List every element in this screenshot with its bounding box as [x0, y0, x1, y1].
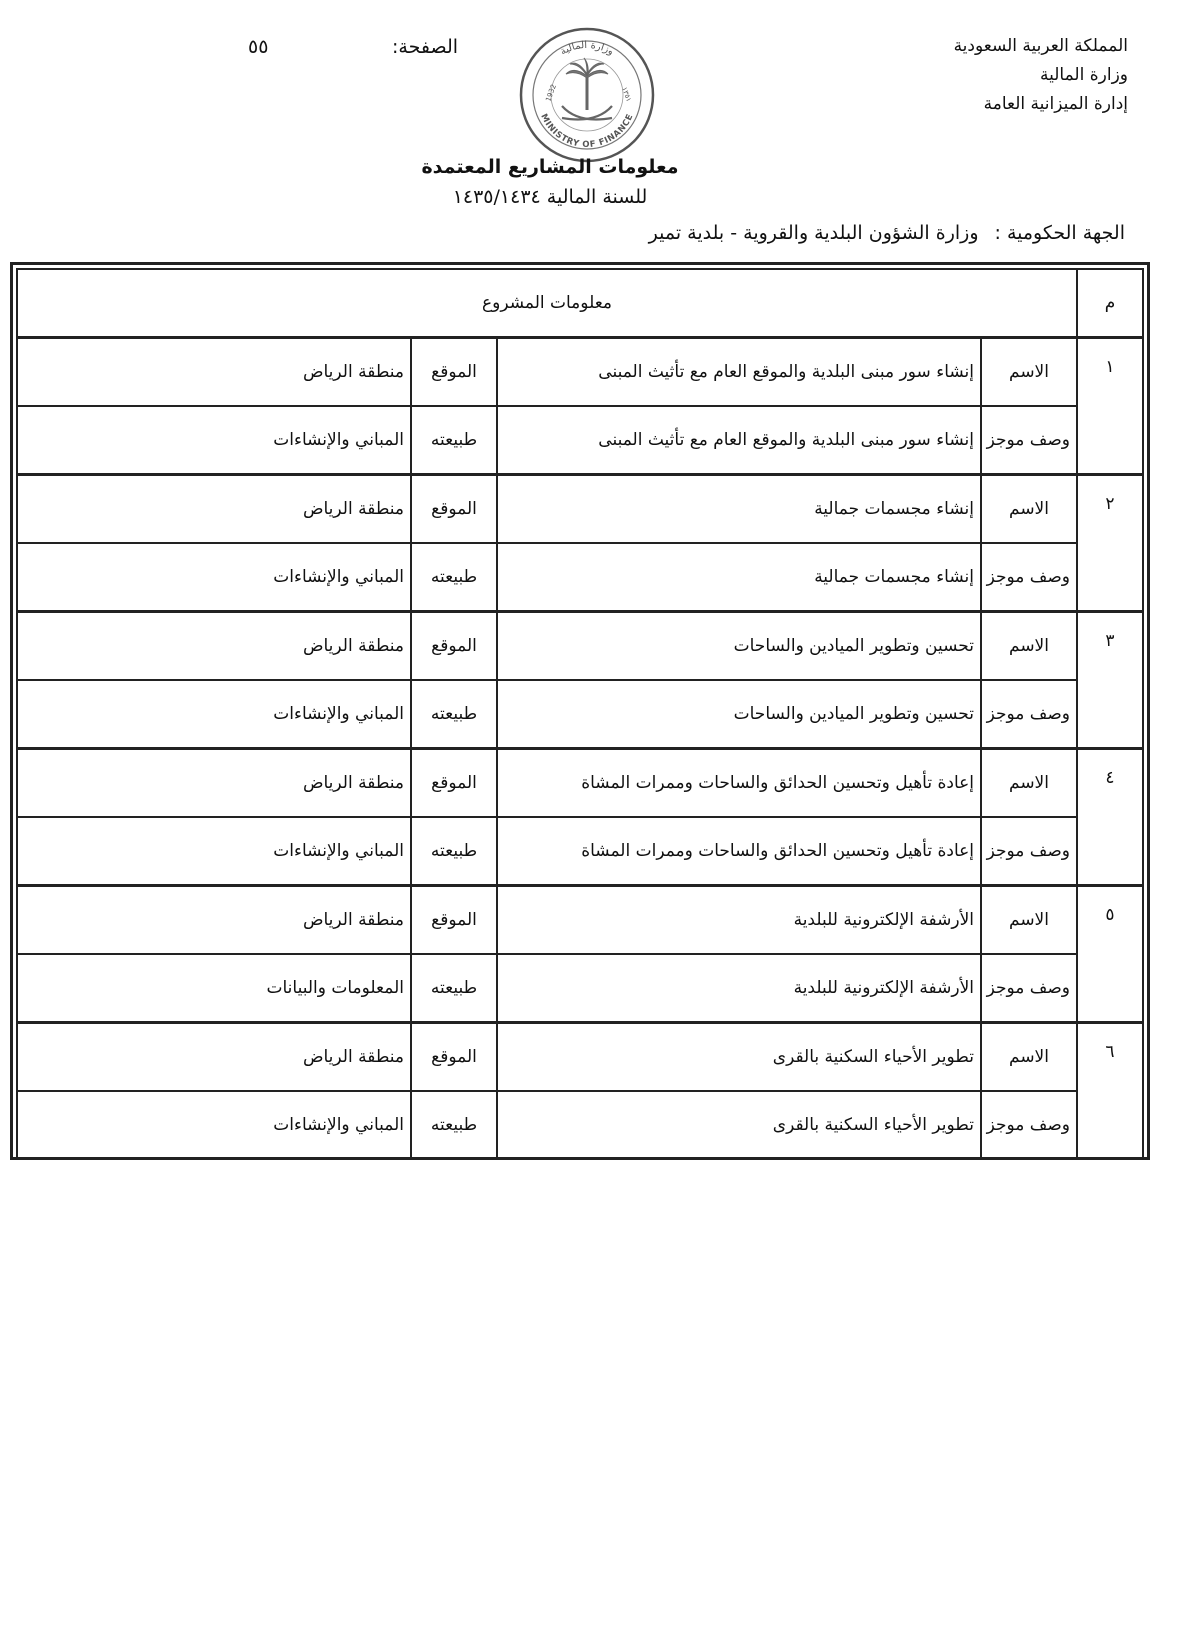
- project-description: تحسين وتطوير الميادين والساحات: [497, 680, 981, 749]
- project-number: ٣: [1077, 612, 1143, 749]
- table-row: [17, 817, 1143, 886]
- header-project-info: معلومات المشروع: [17, 269, 1077, 338]
- seal-year-left: 1932: [544, 83, 558, 103]
- table-row: [17, 612, 1143, 681]
- label-nature: طبيعته: [411, 954, 497, 1023]
- project-name: إنشاء مجسمات جمالية: [497, 475, 981, 544]
- project-number: ١: [1077, 338, 1143, 475]
- project-number: ٢: [1077, 475, 1143, 612]
- department-name: إدارة الميزانية العامة: [983, 94, 1128, 114]
- seal-year-right: ١٣٥١: [620, 85, 633, 103]
- label-name: الاسم: [981, 1023, 1077, 1092]
- government-entity: [649, 222, 1125, 244]
- project-location: منطقة الرياض: [17, 886, 411, 955]
- label-location: الموقع: [411, 475, 497, 544]
- label-location: الموقع: [411, 1023, 497, 1092]
- seal-arabic-text: وزارة المالية: [558, 39, 616, 58]
- page-label: الصفحة:: [392, 36, 459, 58]
- label-description: وصف موجز: [981, 680, 1077, 749]
- project-nature: المعلومات والبيانات: [17, 954, 411, 1023]
- project-location: منطقة الرياض: [17, 749, 411, 818]
- label-name: الاسم: [981, 475, 1077, 544]
- label-name: الاسم: [981, 338, 1077, 407]
- project-description: الأرشفة الإلكترونية للبلدية: [497, 954, 981, 1023]
- seal-english-text: MINISTRY OF FINANCE: [538, 112, 636, 151]
- government-entity-label: الجهة الحكومية :: [994, 222, 1125, 244]
- ministry-name: وزارة المالية: [1040, 65, 1128, 85]
- project-number: ٦: [1077, 1023, 1143, 1160]
- projects-table: [16, 268, 1144, 1160]
- fiscal-year: للسنة المالية ١٤٣٥/١٤٣٤: [452, 186, 648, 208]
- project-location: منطقة الرياض: [17, 1023, 411, 1092]
- label-description: وصف موجز: [981, 543, 1077, 612]
- project-nature: المباني والإنشاءات: [17, 817, 411, 886]
- table-row: [17, 543, 1143, 612]
- project-description: إنشاء مجسمات جمالية: [497, 543, 981, 612]
- palm-tree-icon: [566, 58, 608, 110]
- project-description: إنشاء سور مبنى البلدية والموقع العام مع تأثيث المبنى: [497, 406, 981, 475]
- document-title: معلومات المشاريع المعتمدة: [421, 156, 679, 178]
- project-name: الأرشفة الإلكترونية للبلدية: [497, 886, 981, 955]
- project-description: إعادة تأهيل وتحسين الحدائق والساحات وممرات المشاة: [497, 817, 981, 886]
- letterhead: [868, 32, 1128, 119]
- label-name: الاسم: [981, 886, 1077, 955]
- project-location: منطقة الرياض: [17, 612, 411, 681]
- project-nature: المباني والإنشاءات: [17, 406, 411, 475]
- label-description: وصف موجز: [981, 1091, 1077, 1159]
- project-name: تحسين وتطوير الميادين والساحات: [497, 612, 981, 681]
- table-row: [17, 1091, 1143, 1159]
- label-nature: طبيعته: [411, 680, 497, 749]
- label-nature: طبيعته: [411, 1091, 497, 1159]
- project-nature: المباني والإنشاءات: [17, 680, 411, 749]
- project-description: تطوير الأحياء السكنية بالقرى: [497, 1091, 981, 1159]
- label-location: الموقع: [411, 749, 497, 818]
- project-location: منطقة الرياض: [17, 475, 411, 544]
- label-location: الموقع: [411, 338, 497, 407]
- label-nature: طبيعته: [411, 543, 497, 612]
- country-name: المملكة العربية السعودية: [953, 36, 1128, 56]
- table-row: [17, 475, 1143, 544]
- label-nature: طبيعته: [411, 406, 497, 475]
- project-number: ٥: [1077, 886, 1143, 1023]
- label-name: الاسم: [981, 612, 1077, 681]
- header-num: م: [1077, 269, 1143, 338]
- project-name: تطوير الأحياء السكنية بالقرى: [497, 1023, 981, 1092]
- project-nature: المباني والإنشاءات: [17, 543, 411, 612]
- project-number: ٤: [1077, 749, 1143, 886]
- ministry-seal-logo: [518, 26, 656, 164]
- table-row: [17, 338, 1143, 407]
- label-description: وصف موجز: [981, 817, 1077, 886]
- table-row: [17, 954, 1143, 1023]
- label-location: الموقع: [411, 612, 497, 681]
- project-name: إعادة تأهيل وتحسين الحدائق والساحات وممرات المشاة: [497, 749, 981, 818]
- page-number: ٥٥: [248, 36, 269, 58]
- table-row: [17, 749, 1143, 818]
- label-name: الاسم: [981, 749, 1077, 818]
- table-row: [17, 1023, 1143, 1092]
- project-location: منطقة الرياض: [17, 338, 411, 407]
- label-location: الموقع: [411, 886, 497, 955]
- label-nature: طبيعته: [411, 817, 497, 886]
- table-header-row: [17, 269, 1143, 338]
- table-row: [17, 406, 1143, 475]
- project-name: إنشاء سور مبنى البلدية والموقع العام مع تأثيث المبنى: [497, 338, 981, 407]
- table-row: [17, 886, 1143, 955]
- project-nature: المباني والإنشاءات: [17, 1091, 411, 1159]
- label-description: وصف موجز: [981, 406, 1077, 475]
- table-row: [17, 680, 1143, 749]
- label-description: وصف موجز: [981, 954, 1077, 1023]
- svg-text:وزارة المالية: [559, 40, 616, 58]
- government-entity-value: وزارة الشؤون البلدية والقروية - بلدية تمير: [648, 222, 979, 244]
